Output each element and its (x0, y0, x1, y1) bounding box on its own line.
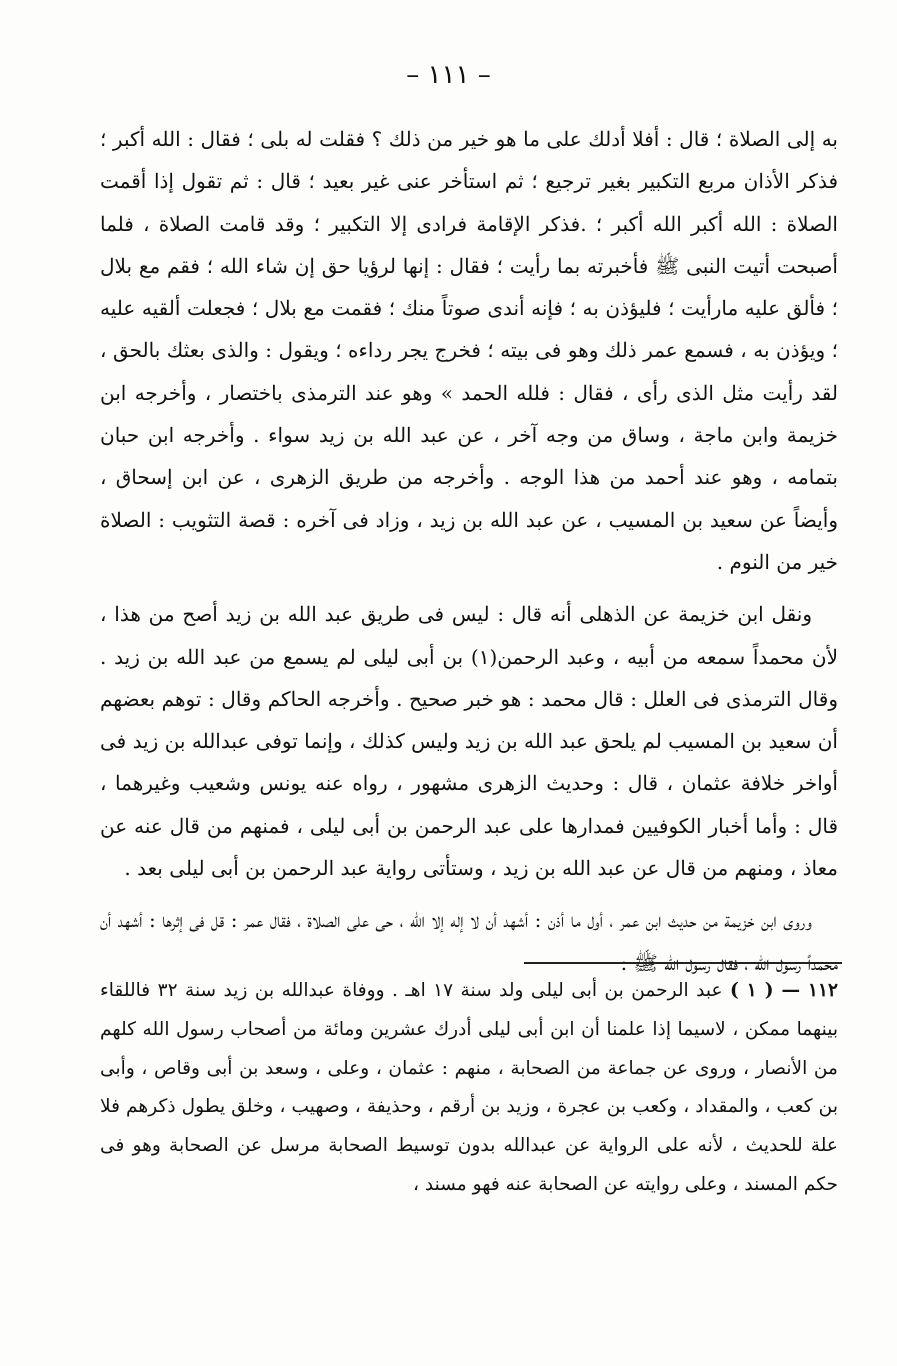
main-text (100, 118, 838, 984)
paragraph: ونقل ابن خزيمة عن الذهلى أنه قال : ليس فى طريق عبد الله بن زيد أصح من هذا ، لأن محمداً سمعه من أبيه ، وعبد الرحمن(١) بن أبى ليلى لم يسمع من عبد الله بن زيد . وقال الترمذى فى العلل : قال محمد : هو خبر صحيح . وأخرجه الحاكم وقال : توهم بعضهم أن سعيد بن المسيب لم يلحق عبد الله بن زيد وليس كذلك ، وإنما توفى عبدالله بن زيد فى أواخر خلافة عثمان ، قال : وحديث الزهرى مشهور ، رواه عنه يونس وشعيب وغيرهما ، قال : وأما أخبار الكوفيين فمدارها على عبد الرحمن بن أبى ليلى ، فمنهم من قال عنه عن معاذ ، ومنهم من قال عن عبد الله بن زيد ، وستأتى رواية عبد الرحمن بن أبى ليلى بعد . (100, 602, 839, 881)
footnote-marker: ١١٢ — ( ١ ) (729, 980, 838, 1001)
footnote-divider (524, 962, 842, 964)
paragraph: به إلى الصلاة ؛ قال : أفلا أدلك على ما هو خير من ذلك ؟ فقلت له بلى ؛ فقال : الله أكبر ؛ فذكر الأذان مربع التكبير بغير ترجيع ؛ ثم استأخر عنى غير بعيد ؛ قال : ثم تقول إذا أقمت الصلاة : الله أكبر الله أكبر ؛ .فذكر الإقامة فرادى إلا التكبير ؛ وقد قامت الصلاة ، فلما أصبحت أتيت النبى ﷺ فأخبرته بما رأيت ؛ فقال : إنها لرؤيا حق إن شاء الله ؛ فقم مع بلال ؛ فألق عليه مارأيت ؛ فليؤذن به ؛ فإنه أندى صوتاً منك ؛ فقمت مع بلال ؛ فجعلت ألقيه عليه ؛ ويؤذن به ، فسمع عمر ذلك وهو فى بيته ؛ فخرج يجر رداءه ؛ ويقول : والذى بعثك بالحق ، لقد رأيت مثل الذى رأى ، فقال : فلله الحمد » وهو عند الترمذى باختصار ، وأخرجه ابن خزيمة وابن ماجة ، وساق من وجه آخر ، عن عبد الله بن زيد سواء . وأخرجه ابن حبان بتمامه ، وهو عند أحمد من هذا الوجه . وأخرجه من طريق الزهرى ، عن ابن إسحاق ، وأيضاً عن سعيد بن المسيب ، عن عبد الله بن زيد ، وزاد فى آخره : قصة التثويب : الصلاة خير من النوم . (100, 127, 838, 574)
page-number: – ١١١ – (406, 60, 491, 90)
footnote (100, 972, 838, 1205)
footnote-text: عبد الرحمن بن أبى ليلى ولد سنة ١٧ اهـ . ووفاة عبدالله بن زيد سنة ٣٢ فاللقاء بينهما ممكن ، لاسيما إذا علمنا أن ابن أبى ليلى أدرك عشرين ومائة من أصحاب رسول الله كلهم من الأنصار ، وروى عن جماعة من الصحابة ، منهم : عثمان ، وعلى ، وسعد بن أبى وقاص ، وأبى بن كعب ، والمقداد ، وكعب بن عجرة ، وزيد بن أرقم ، وحذيفة ، وصهيب ، وخلق يطول ذكرهم فلا علة للحديث ، لأنه على الرواية عن عبدالله بدون توسيط الصحابة مرسل عن الصحابة وهو فى حكم المسند ، وعلى روايته عن الصحابة عنه فهو مسند ، (100, 980, 838, 1195)
paragraph: وروى ابن خزيمة من حديث ابن عمر ، أول ما أذن : أشهد أن لا إله إلا الله ، حى على الصلاة ، فقال عمر : قل فى إثرها : أشهد أن محمداً رسول الله ، فقال رسول الله ﷺ : (100, 908, 838, 975)
